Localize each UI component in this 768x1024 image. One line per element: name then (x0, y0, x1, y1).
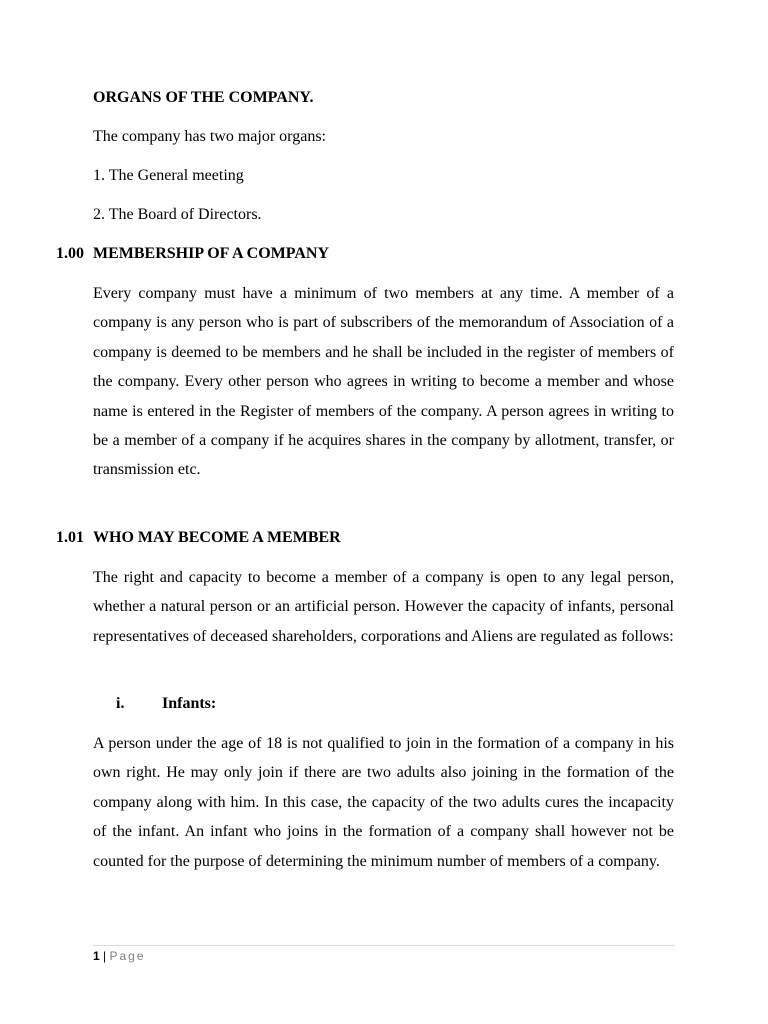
section-title: MEMBERSHIP OF A COMPANY (93, 245, 329, 262)
section-heading-who-may-become-member (56, 528, 341, 548)
section-body-membership: Every company must have a minimum of two members at any time. A member of a company is any person who is part of subscribers of the memorandum of Association of a company is deemed to be members and he shall be included in the register of members of the company. Every other person who agrees in writing to become a member and whose name is entered in the Register of members of the company. A person agrees in writing to be a member of a company if he acquires shares in the company by allotment, transfer, or transmission etc. (93, 285, 674, 479)
organ-item-board-of-directors: 2. The Board of Directors. (93, 206, 262, 223)
section-title: WHO MAY BECOME A MEMBER (93, 529, 341, 546)
section-heading-membership (56, 244, 329, 264)
footer-separator: | (103, 949, 107, 963)
footer-divider (93, 945, 674, 946)
page-number: 1 (93, 949, 100, 963)
subsection-title: Infants: (162, 695, 217, 712)
intro-text: The company has two major organs: (93, 128, 326, 145)
page-label: Page (109, 949, 146, 963)
section-number: 1.01 (56, 529, 84, 546)
document-title: ORGANS OF THE COMPANY. (93, 89, 314, 106)
subsection-body-infants: A person under the age of 18 is not qualified to join in the formation of a company in his own right. He may only join if there are two adults also joining in the formation of the company along with him. In this case, the capacity of the two adults cures the incapacity of the infant. An infant who joins in the formation of a company shall however not be counted for the purpose of determining the minimum number of members of a company. (93, 735, 674, 870)
section-body-who-may-become-member: The right and capacity to become a member of a company is open to any legal person, whether a natural person or an artificial person. However the capacity of infants, personal representatives of deceased shareholders, corporations and Aliens are regulated as follows: (93, 569, 674, 645)
organ-item-general-meeting: 1. The General meeting (93, 167, 244, 184)
subsection-heading-infants (116, 694, 216, 714)
page-footer (93, 948, 146, 964)
section-number: 1.00 (56, 245, 84, 262)
subsection-numeral: i. (116, 695, 125, 712)
